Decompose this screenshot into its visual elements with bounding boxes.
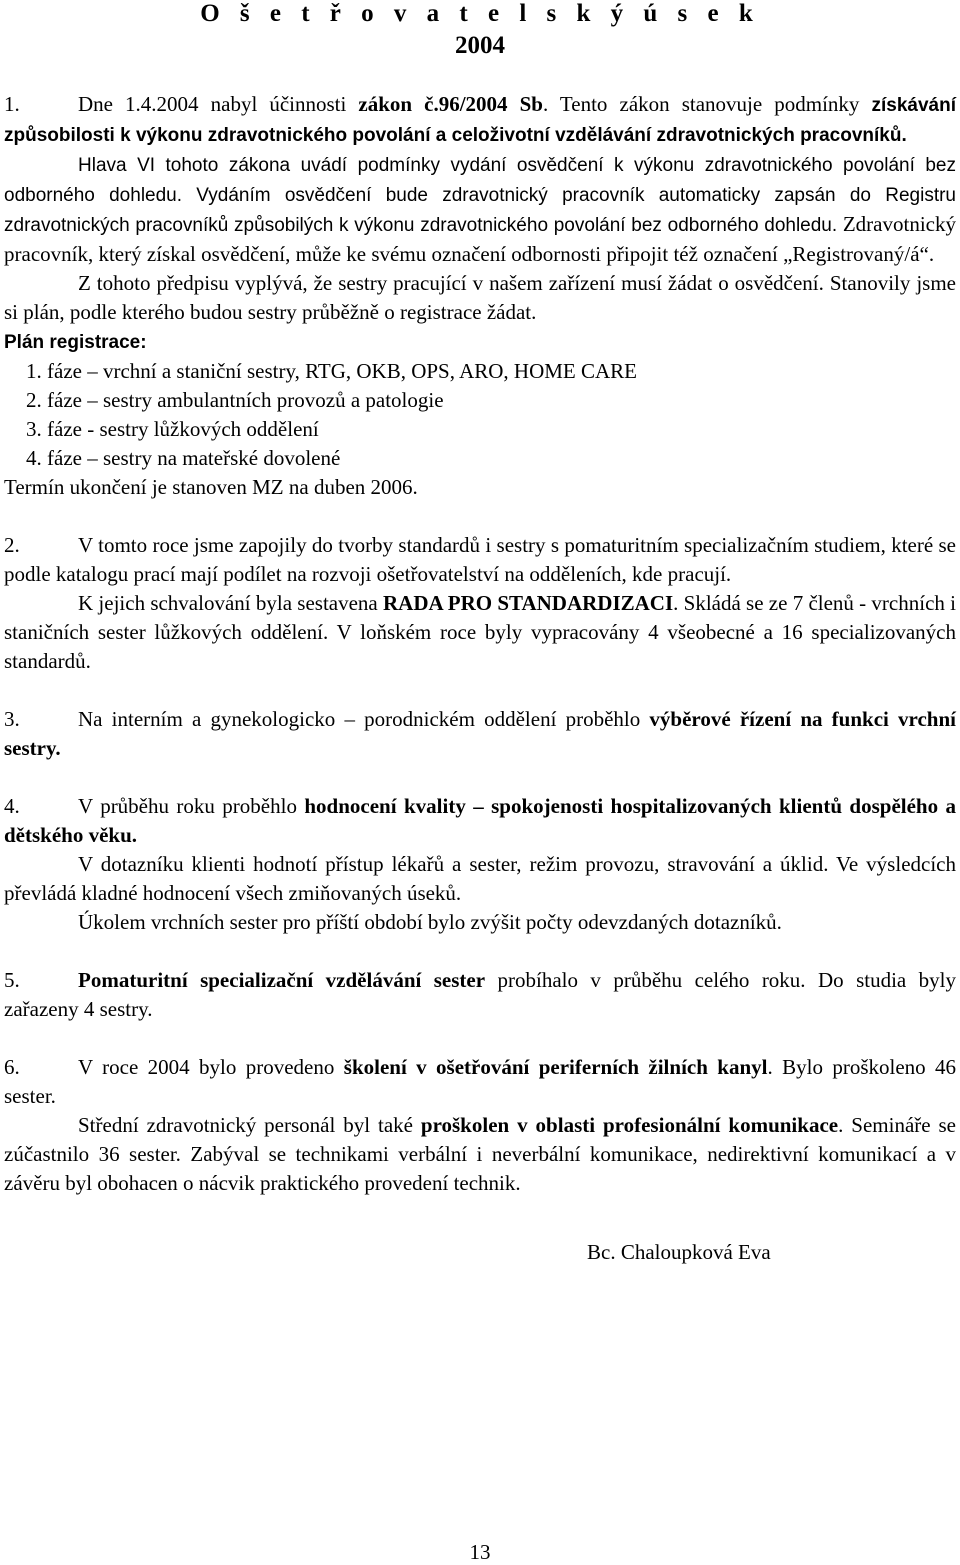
signature: Bc. Chaloupková Eva — [587, 1240, 771, 1264]
section-6-communication: Střední zdravotnický personál byl také proškolen v oblasti profesionální komunikace. Semináře se zúčastnilo 36 sester. Zabýval se technikami verbální i neverbální komunikace, nedirektivní komunikací a v závěru byl obohacen o nácvik praktického provedení technik. — [4, 1113, 956, 1195]
plan-deadline: Termín ukončení je stanoven MZ na duben 2006. — [4, 475, 418, 499]
section-4-task: Úkolem vrchních sester pro příští období bylo zvýšit počty odevzdaných dotazníků. — [78, 910, 782, 934]
section-2-paragraph: 2. V tomto roce jsme zapojily do tvorby standardů i sestry s pomaturitním specializačním studiem, které se podle katalogu prací mají podílet na rozvoji ošetřovatelství na odděleních, kde pracují. — [4, 533, 956, 586]
section-2-council: K jejich schvalování byla sestavena RADA PRO STANDARDIZACI. Skládá se ze 7 členů - vrchních i staničních sester lůžkových oddělení. V loňském roce byly vypracovány 4 všeobecné a 16 specializovaných standardů. — [4, 591, 956, 673]
page-number: 13 — [469, 1540, 491, 1564]
plan-item: 3. fáze - sestry lůžkových oddělení — [26, 417, 319, 441]
plan-list — [26, 357, 956, 473]
section-1-intro: 1. Dne 1.4.2004 nabyl účinnosti zákon č.96/2004 Sb. Tento zákon stanovuje podmínky získávání způsobilosti k výkonu zdravotnického povolání a celoživotní vzdělávání zdravotnických pracovníků. — [4, 92, 956, 146]
document-title: O š e t ř o v a t e l s k ý ú s e k — [200, 0, 760, 27]
section-3-paragraph: 3. Na interním a gynekologicko – porodnickém oddělení proběhlo výběrové řízení na funkci vrchní sestry. — [4, 707, 956, 760]
section-4-questionnaire: V dotazníku klienti hodnotí přístup lékařů a sester, režim provozu, stravování a úklid. Ve výsledcích převládá kladné hodnocení všech zmiňovaných úseků. — [4, 852, 956, 905]
document-year: 2004 — [455, 32, 505, 59]
section-number: 5. — [4, 968, 20, 992]
section-number: 2. — [4, 533, 20, 557]
section-number: 6. — [4, 1055, 20, 1079]
law-reference: zákon č.96/2004 Sb — [358, 92, 543, 116]
council-name: RADA PRO STANDARDIZACI — [383, 591, 674, 615]
section-number: 4. — [4, 794, 20, 818]
section-number: 1. — [4, 92, 20, 116]
section-6-paragraph: 6. V roce 2004 bylo provedeno školení v ošetřování periferních žilních kanyl. Bylo proškoleno 46 sester. — [4, 1055, 957, 1108]
section-1-plan-intro: Z tohoto předpisu vyplývá, že sestry pracující v našem zařízení musí žádat o osvědčení. Stanovily jsme si plán, podle kterého budou sestry průběžně o registrace žádat. — [4, 271, 956, 324]
document-body — [4, 90, 956, 1267]
plan-title: Plán registrace: — [4, 332, 147, 353]
section-1-paragraph: Hlava VI tohoto zákona uvádí podmínky vydání osvědčení k výkonu zdravotnického povolání bez odborného dohledu. Vydáním osvědčení bude zdravotnický pracovník automaticky zapsán do Registru zdravotnických pracovníků způsobilých k výkonu zdravotnického povolání bez odborného dohledu. Zdravotnický pracovník, který získal osvědčení, může ke svému označení odbornosti připojit též označení „Registrovaný/á“. — [4, 155, 956, 266]
section-number: 3. — [4, 707, 20, 731]
section-4-paragraph: 4. V průběhu roku proběhlo hodnocení kvality – spokojenosti hospitalizovaných klientů dospělého a dětského věku. — [4, 794, 957, 847]
plan-item: 4. fáze – sestry na mateřské dovolené — [26, 446, 341, 470]
section-5-paragraph: 5. Pomaturitní specializační vzdělávání sester probíhalo v průběhu celého roku. Do studia byly zařazeny 4 sestry. — [4, 968, 957, 1021]
plan-item: 2. fáze – sestry ambulantních provozů a patologie — [26, 388, 444, 412]
plan-item: 1. fáze – vrchní a staniční sestry, RTG, OKB, OPS, ARO, HOME CARE — [26, 359, 637, 383]
